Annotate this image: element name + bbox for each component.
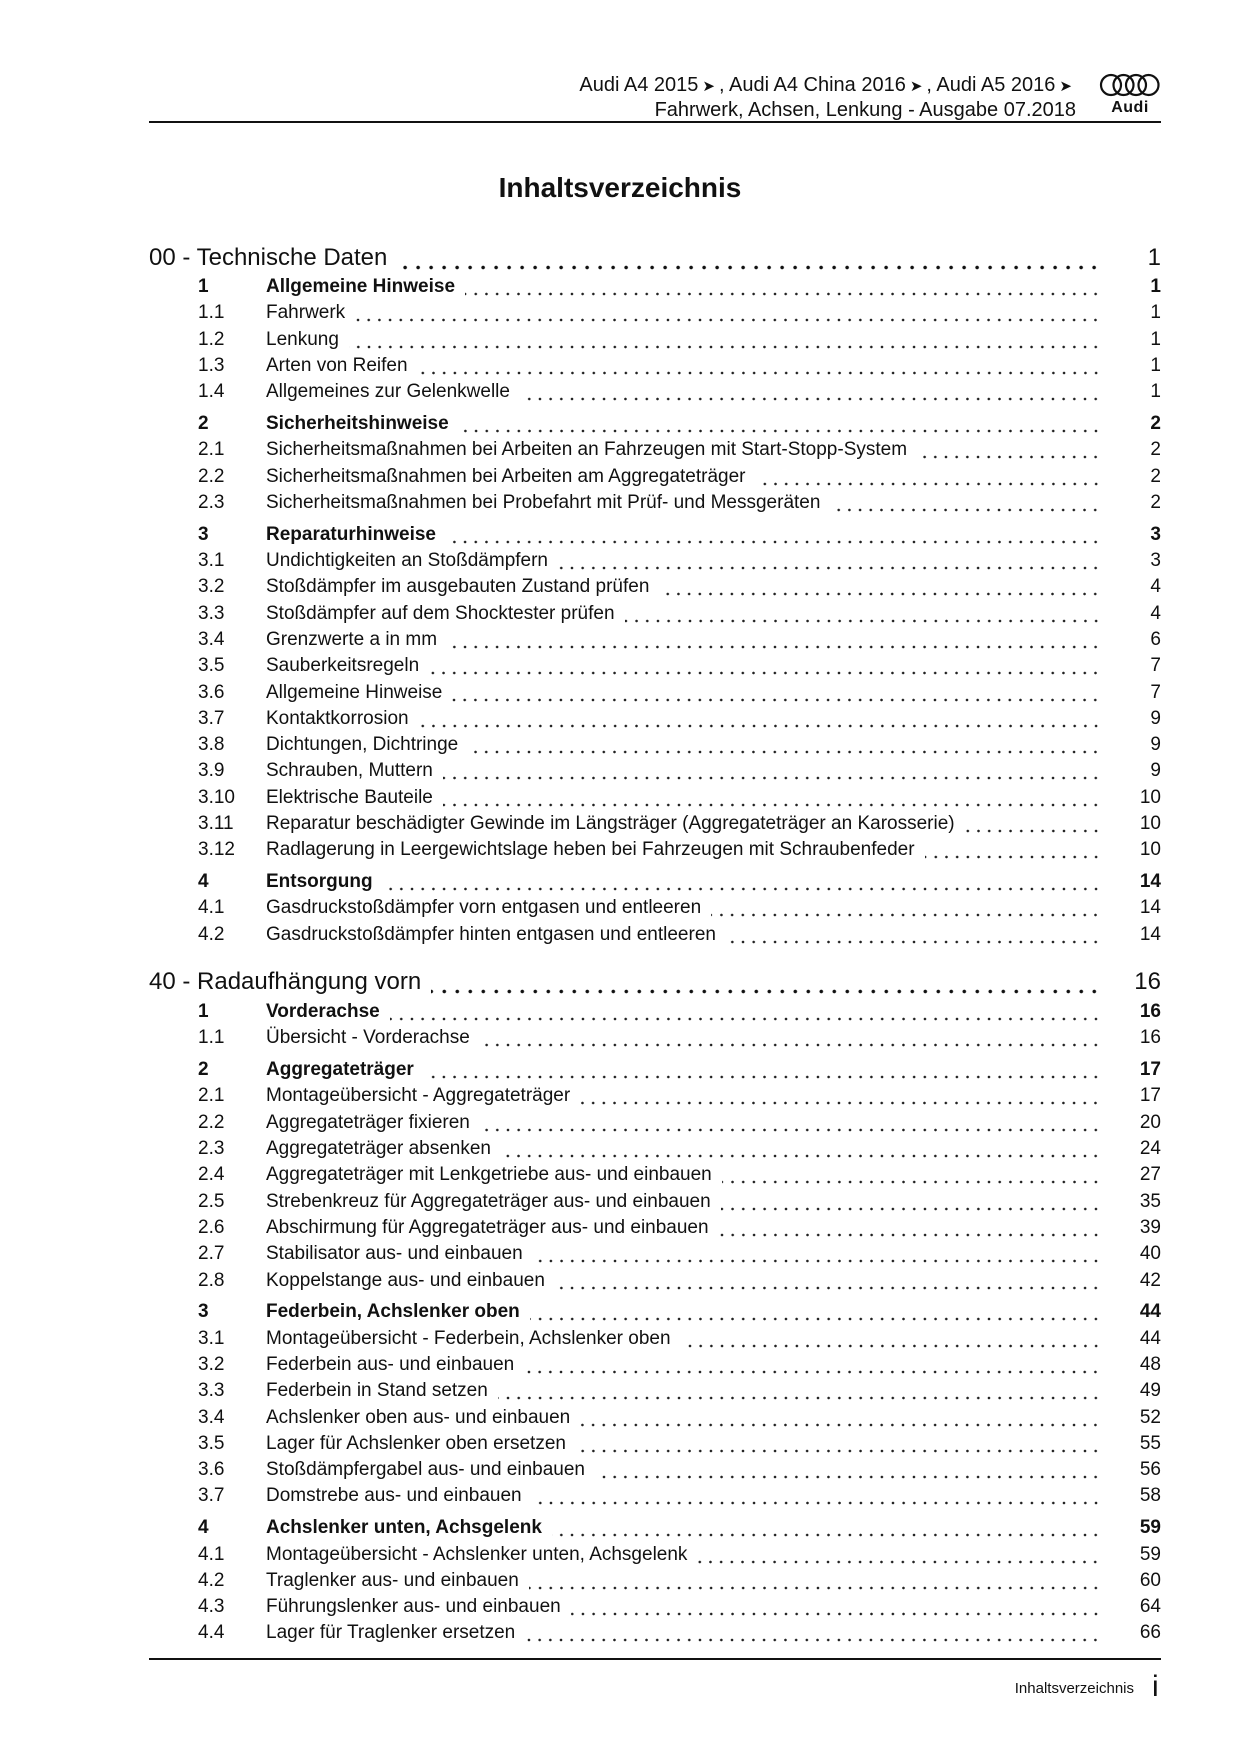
entry-number: 3	[198, 523, 209, 545]
toc-item[interactable]	[149, 1215, 1161, 1241]
toc-item[interactable]	[149, 464, 1161, 490]
dot-leader	[498, 1381, 1101, 1401]
header-models	[579, 73, 1076, 99]
toc-item[interactable]	[149, 574, 1161, 600]
entry-page-number: 7	[1150, 655, 1161, 677]
entry-number: 2.6	[198, 1216, 225, 1238]
toc-item[interactable]	[149, 785, 1161, 811]
entry-number: 4	[198, 871, 209, 893]
toc-item[interactable]	[149, 1568, 1161, 1594]
footer-label: Inhaltsverzeichnis	[1014, 1680, 1134, 1697]
entry-page-number: 59	[1139, 1543, 1161, 1565]
entry-page-number: 64	[1139, 1596, 1161, 1618]
toc-section[interactable]	[149, 999, 1161, 1025]
toc-item[interactable]	[149, 1267, 1161, 1293]
entry-title: Dichtungen, Dichtringe	[266, 734, 459, 756]
entry-number: 3.5	[198, 1432, 225, 1454]
toc-item[interactable]	[149, 300, 1161, 326]
dot-leader	[571, 1597, 1101, 1617]
dot-leader	[429, 656, 1101, 676]
toc-item[interactable]	[149, 1483, 1161, 1509]
arrow-icon: ➤	[1059, 78, 1072, 95]
entry-page-number: 17	[1139, 1059, 1161, 1081]
entry-number: 2.5	[198, 1190, 225, 1212]
entry-number: 3.2	[198, 576, 225, 598]
entry-page-number: 27	[1139, 1164, 1161, 1186]
dot-leader	[520, 382, 1101, 402]
toc-item[interactable]	[149, 548, 1161, 574]
dot-leader	[756, 467, 1102, 487]
entry-number: 2.1	[198, 1085, 225, 1107]
model-link[interactable]: , Audi A4 China 2016	[719, 74, 906, 96]
dot-leader	[697, 1545, 1101, 1565]
entry-number: 2.4	[198, 1164, 225, 1186]
entry-number: 2.3	[198, 492, 225, 514]
dot-leader	[446, 525, 1101, 545]
toc-item[interactable]	[149, 327, 1161, 353]
entry-number: 1.2	[198, 328, 225, 350]
entry-page-number: 1	[1150, 381, 1161, 403]
entry-number: 3.3	[198, 602, 225, 624]
entry-title: Lager für Achslenker oben ersetzen	[266, 1432, 566, 1454]
toc-item[interactable]	[149, 837, 1161, 863]
entry-title: Federbein in Stand setzen	[266, 1380, 488, 1402]
entry-number: 2.3	[198, 1138, 225, 1160]
entry-page-number: 2	[1150, 492, 1161, 514]
dot-leader	[576, 1434, 1101, 1454]
toc-item[interactable]	[149, 1620, 1161, 1646]
dot-leader	[532, 1486, 1101, 1506]
toc-item[interactable]	[149, 353, 1161, 379]
entry-page-number: 24	[1139, 1138, 1161, 1160]
entry-title: Allgemeines zur Gelenkwelle	[266, 381, 510, 403]
model-link[interactable]: Audi A4 2015	[579, 74, 699, 96]
dot-leader	[480, 1113, 1101, 1133]
toc-item[interactable]	[149, 1431, 1161, 1457]
entry-title: Montageübersicht - Achslenker unten, Achsgelenk	[266, 1543, 688, 1565]
entry-page-number: 20	[1139, 1111, 1161, 1133]
entry-title: Koppelstange aus- und einbauen	[266, 1269, 545, 1291]
entry-title: Stoßdämpfergabel aus- und einbauen	[266, 1459, 586, 1481]
entry-page-number: 10	[1139, 786, 1161, 808]
dot-leader	[431, 969, 1101, 995]
toc-item[interactable]	[149, 1594, 1161, 1620]
toc-item[interactable]	[149, 811, 1161, 837]
entry-number: 3.1	[198, 1327, 225, 1349]
entry-number: 3	[198, 1301, 209, 1323]
toc-item[interactable]	[149, 653, 1161, 679]
dot-leader	[443, 761, 1101, 781]
dot-leader	[595, 1460, 1101, 1480]
entry-page-number: 66	[1139, 1622, 1161, 1644]
toc-section[interactable]	[149, 1057, 1161, 1083]
entry-page-number: 44	[1139, 1327, 1161, 1349]
entry-number: 2	[198, 413, 209, 435]
entry-page-number: 4	[1150, 576, 1161, 598]
footer-page-number: i	[1152, 1670, 1159, 1703]
toc-item[interactable]	[149, 1025, 1161, 1051]
entry-number: 1	[198, 276, 209, 298]
entry-title: Achslenker unten, Achsgelenk	[266, 1517, 542, 1539]
entry-number: 3.6	[198, 681, 225, 703]
toc-item[interactable]	[149, 379, 1161, 405]
entry-page-number: 7	[1150, 681, 1161, 703]
toc-item[interactable]	[149, 1110, 1161, 1136]
audi-logo	[1097, 72, 1163, 122]
toc-item[interactable]	[149, 679, 1161, 705]
entry-number: 2.1	[198, 439, 225, 461]
dot-leader	[397, 245, 1101, 271]
entry-title: Arten von Reifen	[266, 355, 408, 377]
dot-leader	[390, 1002, 1101, 1022]
entry-title: Entsorgung	[266, 871, 373, 893]
toc-chapter[interactable]	[149, 966, 1161, 999]
dot-leader	[580, 1086, 1101, 1106]
entry-number: 4	[198, 1517, 209, 1539]
entry-number: 1.1	[198, 1027, 225, 1049]
footer-divider	[149, 1658, 1161, 1660]
entry-number: 4.1	[198, 897, 225, 919]
toc-item[interactable]	[149, 1083, 1161, 1109]
entry-page-number: 48	[1139, 1353, 1161, 1375]
entry-page-number: 1	[1150, 328, 1161, 350]
toc-section[interactable]	[149, 1515, 1161, 1541]
entry-page-number: 4	[1150, 602, 1161, 624]
entry-number: 1	[198, 1001, 209, 1023]
entry-page-number: 52	[1139, 1406, 1161, 1428]
entry-title: Sauberkeitsregeln	[266, 655, 420, 677]
entry-title: Abschirmung für Aggregateträger aus- und einbauen	[266, 1216, 709, 1238]
entry-number: 4.4	[198, 1622, 225, 1644]
entry-page-number: 56	[1139, 1459, 1161, 1481]
dot-leader	[711, 898, 1101, 918]
entry-page-number: 59	[1139, 1517, 1161, 1539]
entry-number: 2.8	[198, 1269, 225, 1291]
entry-title: Aggregateträger mit Lenkgetriebe aus- und einbauen	[266, 1164, 712, 1186]
entry-title: Stoßdämpfer auf dem Shocktester prüfen	[266, 602, 615, 624]
entry-title: Aggregateträger	[266, 1059, 414, 1081]
dot-leader	[722, 1165, 1101, 1185]
entry-title: Sicherheitshinweise	[266, 413, 449, 435]
entry-page-number: 9	[1150, 734, 1161, 756]
entry-number: 1.4	[198, 381, 225, 403]
header-subtitle: Fahrwerk, Achsen, Lenkung - Ausgabe 07.2018	[654, 99, 1076, 121]
entry-number: 2	[198, 1059, 209, 1081]
dot-leader	[480, 1028, 1101, 1048]
entry-title: Traglenker aus- und einbauen	[266, 1569, 519, 1591]
entry-title: Montageübersicht - Aggregateträger	[266, 1085, 571, 1107]
entry-number: 4.3	[198, 1596, 225, 1618]
entry-number: 3.12	[198, 839, 235, 861]
toc-item[interactable]	[149, 601, 1161, 627]
entry-page-number: 39	[1139, 1216, 1161, 1238]
toc-section[interactable]	[149, 522, 1161, 548]
toc-section[interactable]	[149, 869, 1161, 895]
toc-section[interactable]	[149, 1299, 1161, 1325]
dot-leader	[452, 683, 1101, 703]
entry-number: 4.2	[198, 1569, 225, 1591]
header-divider	[149, 121, 1161, 123]
entry-page-number: 1	[1150, 302, 1161, 324]
entry-page-number: 55	[1139, 1432, 1161, 1454]
toc-item[interactable]	[149, 1352, 1161, 1378]
toc-item[interactable]	[149, 1378, 1161, 1404]
entry-title: 00 - Technische Daten	[149, 243, 388, 271]
dot-leader	[917, 440, 1101, 460]
dot-leader	[533, 1244, 1101, 1264]
entry-page-number: 1	[1147, 243, 1161, 271]
audi-logo-text: Audi	[1111, 99, 1149, 116]
entry-page-number: 3	[1150, 550, 1161, 572]
dot-leader	[524, 1355, 1101, 1375]
entry-number: 3.11	[198, 813, 234, 835]
dot-leader	[925, 840, 1101, 860]
dot-leader	[468, 735, 1101, 755]
dot-leader	[659, 577, 1101, 597]
dot-leader	[830, 493, 1101, 513]
entry-title: 40 - Radaufhängung vorn	[149, 968, 422, 996]
page-title: Inhaltsverzeichnis	[498, 172, 742, 203]
toc-item[interactable]	[149, 895, 1161, 921]
dot-leader	[719, 1218, 1101, 1238]
entry-page-number: 14	[1139, 923, 1161, 945]
entry-number: 2.2	[198, 465, 225, 487]
entry-title: Gasdruckstoßdämpfer vorn entgasen und entleeren	[266, 897, 702, 919]
dot-leader	[625, 604, 1101, 624]
entry-title: Allgemeine Hinweise	[266, 276, 456, 298]
entry-title: Reparaturhinweise	[266, 523, 436, 545]
entry-title: Kontaktkorrosion	[266, 707, 409, 729]
entry-number: 3.1	[198, 550, 225, 572]
entry-page-number: 14	[1139, 871, 1161, 893]
dot-leader	[555, 1271, 1101, 1291]
toc-item[interactable]	[149, 627, 1161, 653]
dot-leader	[558, 551, 1101, 571]
entry-page-number: 6	[1150, 629, 1161, 650]
entry-title: Domstrebe aus- und einbauen	[266, 1485, 522, 1507]
dot-leader	[459, 414, 1101, 434]
entry-title: Fahrwerk	[266, 302, 346, 324]
dot-leader	[418, 356, 1101, 376]
entry-title: Federbein aus- und einbauen	[266, 1353, 515, 1375]
toc-section[interactable]	[149, 411, 1161, 437]
entry-title: Aggregateträger absenken	[266, 1138, 491, 1160]
entry-page-number: 10	[1139, 813, 1161, 835]
toc-item[interactable]	[149, 1541, 1161, 1567]
entry-title: Sicherheitsmaßnahmen bei Arbeiten an Fahrzeugen mit Start-Stopp-System	[266, 439, 908, 461]
dot-leader	[681, 1329, 1101, 1349]
entry-number: 3.10	[198, 786, 235, 808]
entry-number: 3.7	[198, 1485, 225, 1507]
entry-page-number: 2	[1150, 465, 1161, 487]
toc-item[interactable]	[149, 1241, 1161, 1267]
toc-section[interactable]	[149, 274, 1161, 300]
dot-leader	[726, 925, 1101, 945]
entry-page-number: 1	[1150, 355, 1161, 377]
entry-page-number: 16	[1139, 1027, 1161, 1049]
toc-item[interactable]	[149, 1457, 1161, 1483]
toc-item[interactable]	[149, 1404, 1161, 1430]
dot-leader	[465, 277, 1101, 297]
dot-leader	[580, 1408, 1101, 1428]
entry-title: Gasdruckstoßdämpfer hinten entgasen und entleeren	[266, 923, 716, 945]
toc-item[interactable]	[149, 437, 1161, 463]
entry-page-number: 3	[1150, 523, 1161, 545]
entry-title: Achslenker oben aus- und einbauen	[266, 1406, 571, 1428]
entry-title: Aggregateträger fixieren	[266, 1111, 470, 1133]
entry-title: Strebenkreuz für Aggregateträger aus- und einbauen	[266, 1190, 711, 1212]
entry-number: 3.8	[198, 734, 225, 756]
toc-item[interactable]	[149, 1189, 1161, 1215]
entry-title: Reparatur beschädigter Gewinde im Längsträger (Aggregateträger an Karosserie)	[266, 813, 955, 835]
dot-leader	[349, 330, 1101, 350]
entry-page-number: 16	[1139, 1001, 1161, 1023]
dot-leader	[525, 1623, 1101, 1643]
entry-number: 4.1	[198, 1543, 225, 1565]
entry-title: Vorderachse	[266, 1001, 380, 1023]
entry-number: 3.2	[198, 1353, 225, 1375]
entry-page-number: 9	[1150, 707, 1161, 729]
toc-chapter[interactable]	[149, 241, 1161, 274]
entry-title: Lenkung	[266, 328, 339, 350]
entry-page-number: 16	[1134, 968, 1161, 996]
entry-title: Führungslenker aus- und einbauen	[266, 1596, 561, 1618]
entry-page-number: 10	[1139, 839, 1161, 861]
toc-item[interactable]	[149, 732, 1161, 758]
entry-title: Federbein, Achslenker oben	[266, 1301, 520, 1323]
audi-rings-icon	[1099, 72, 1161, 98]
entry-page-number: 40	[1139, 1243, 1161, 1265]
dot-leader	[529, 1571, 1101, 1591]
entry-page-number: 2	[1150, 439, 1161, 461]
entry-number: 3.5	[198, 655, 225, 677]
entry-title: Grenzwerte a in mm	[266, 629, 438, 650]
dot-leader	[501, 1139, 1101, 1159]
entry-page-number: 35	[1139, 1190, 1161, 1212]
toc-item[interactable]	[149, 490, 1161, 516]
entry-number: 3.4	[198, 629, 225, 650]
entry-page-number: 1	[1150, 276, 1161, 298]
entry-page-number: 9	[1150, 760, 1161, 782]
dot-leader	[552, 1518, 1101, 1538]
entry-title: Undichtigkeiten an Stoßdämpfern	[266, 550, 548, 572]
dot-leader	[447, 630, 1101, 650]
dot-leader	[530, 1302, 1101, 1322]
entry-page-number: 60	[1139, 1569, 1161, 1591]
entry-number: 1.1	[198, 302, 225, 324]
dot-leader	[419, 709, 1101, 729]
dot-leader	[424, 1060, 1101, 1080]
entry-title: Elektrische Bauteile	[266, 786, 433, 808]
entry-title: Sicherheitsmaßnahmen bei Probefahrt mit Prüf- und Messgeräten	[266, 492, 821, 514]
toc-item[interactable]	[149, 758, 1161, 784]
entry-number: 3.3	[198, 1380, 225, 1402]
entry-page-number: 2	[1150, 413, 1161, 435]
entry-title: Allgemeine Hinweise	[266, 681, 443, 703]
entry-number: 3.4	[198, 1406, 225, 1428]
entry-page-number: 49	[1139, 1380, 1161, 1402]
toc-item[interactable]	[149, 1136, 1161, 1162]
entry-title: Stabilisator aus- und einbauen	[266, 1243, 523, 1265]
model-link[interactable]: , Audi A5 2016	[926, 74, 1056, 96]
entry-number: 3.6	[198, 1459, 225, 1481]
dot-leader	[383, 872, 1101, 892]
entry-title: Übersicht - Vorderachse	[266, 1027, 470, 1049]
entry-title: Stoßdämpfer im ausgebauten Zustand prüfen	[266, 576, 650, 598]
toc-item[interactable]	[149, 1162, 1161, 1188]
entry-page-number: 44	[1139, 1301, 1161, 1323]
table-of-contents	[149, 241, 1161, 1647]
dot-leader	[355, 303, 1101, 323]
arrow-icon: ➤	[909, 78, 923, 95]
entry-number: 1.3	[198, 355, 225, 377]
entry-number: 4.2	[198, 923, 225, 945]
entry-page-number: 14	[1139, 897, 1161, 919]
dot-leader	[721, 1192, 1101, 1212]
entry-number: 2.7	[198, 1243, 225, 1265]
entry-title: Sicherheitsmaßnahmen bei Arbeiten am Aggregateträger	[266, 465, 746, 487]
entry-page-number: 58	[1139, 1485, 1161, 1507]
arrow-icon: ➤	[702, 78, 715, 95]
entry-number: 3.9	[198, 760, 225, 782]
entry-page-number: 17	[1139, 1085, 1161, 1107]
toc-item[interactable]	[149, 922, 1161, 948]
entry-title: Schrauben, Muttern	[266, 760, 433, 782]
dot-leader	[965, 814, 1101, 834]
toc-item[interactable]	[149, 706, 1161, 732]
entry-number: 3.7	[198, 707, 225, 729]
dot-leader	[443, 788, 1101, 808]
entry-number: 2.2	[198, 1111, 225, 1133]
toc-item[interactable]	[149, 1325, 1161, 1351]
entry-title: Lager für Traglenker ersetzen	[266, 1622, 516, 1644]
entry-title: Radlagerung in Leergewichtslage heben bei Fahrzeugen mit Schraubenfeder	[266, 839, 915, 861]
entry-page-number: 42	[1139, 1269, 1161, 1291]
entry-title: Montageübersicht - Federbein, Achslenker oben	[266, 1327, 671, 1349]
